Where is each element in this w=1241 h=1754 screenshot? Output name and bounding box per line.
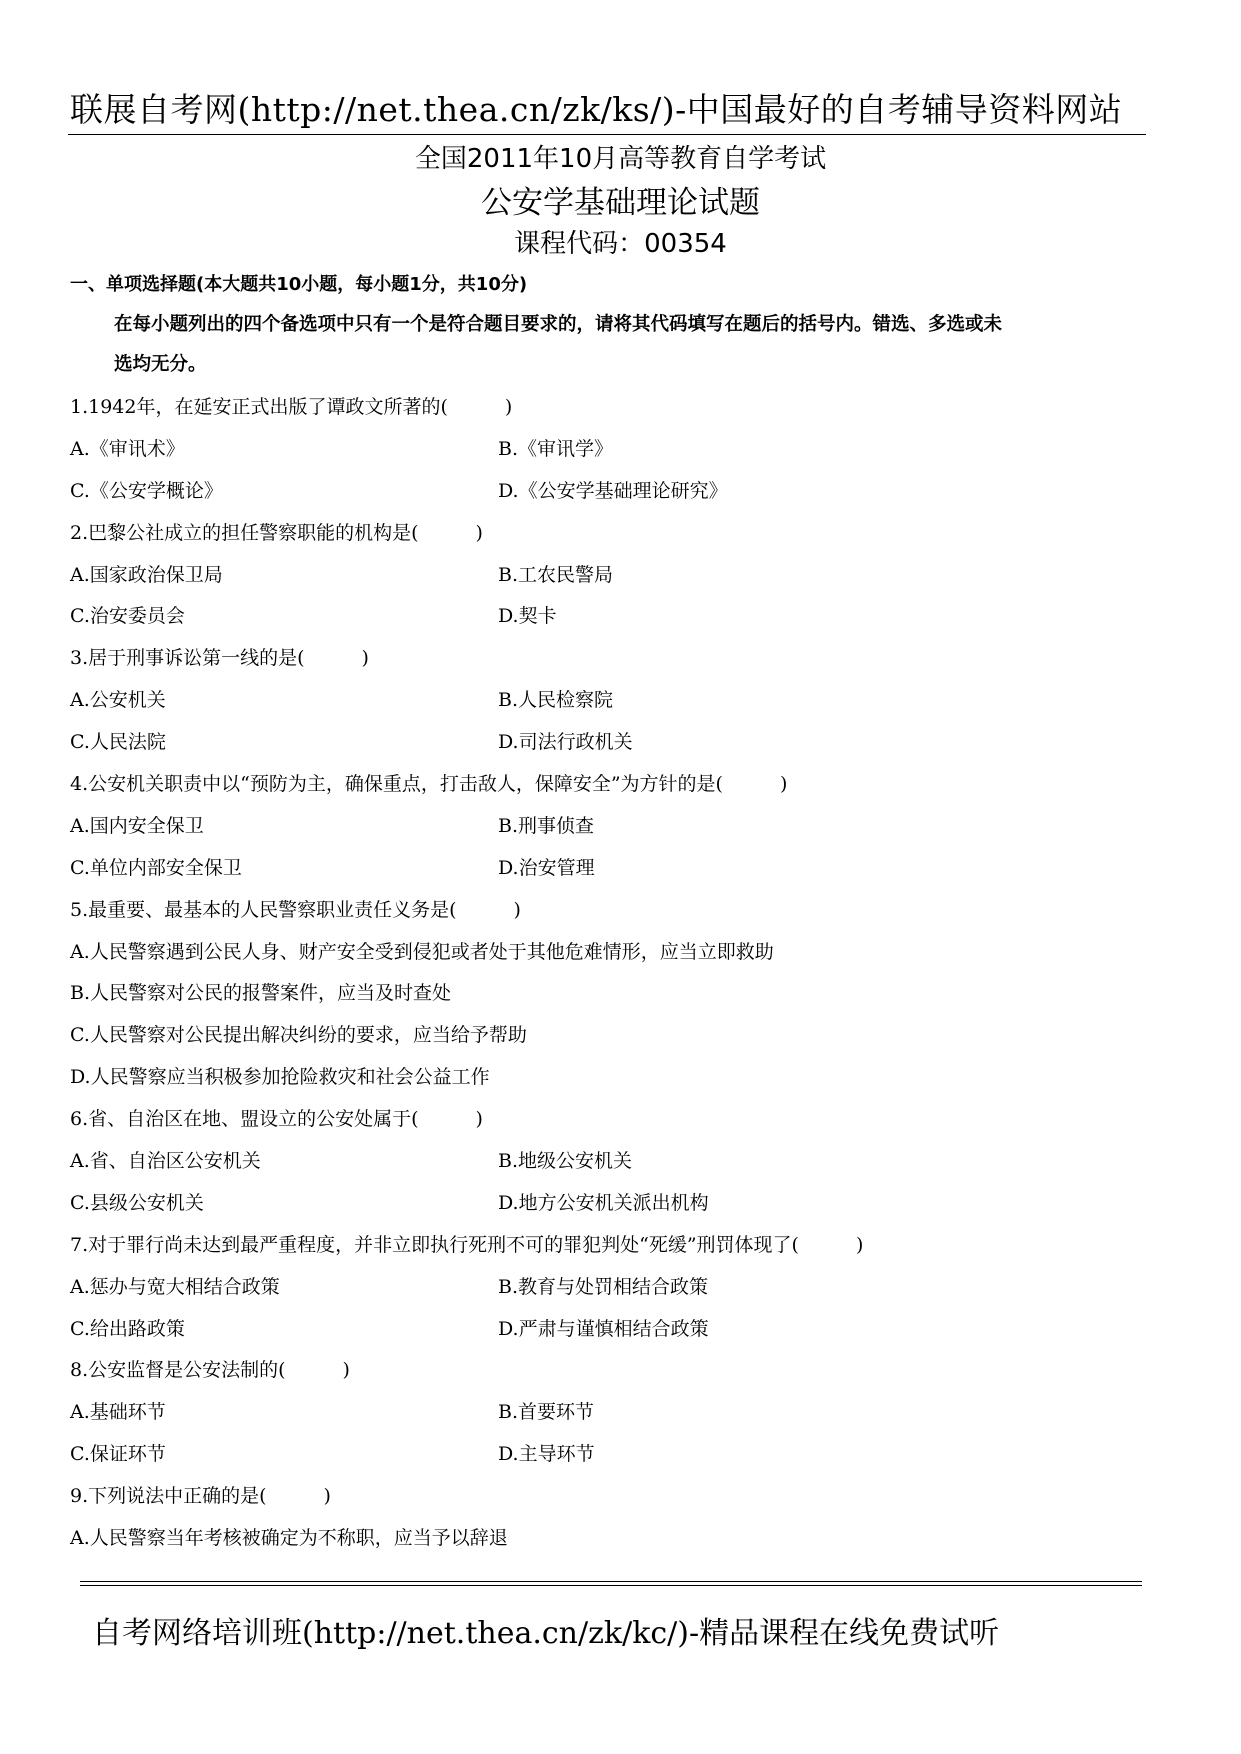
option-row [70, 1148, 1170, 1190]
answer-option: C.单位内部安全保卫 [70, 856, 242, 879]
question-stem: 6.省、自治区在地、盟设立的公安处属于( ) [70, 1108, 483, 1131]
answer-option: C.县级公安机关 [70, 1191, 204, 1214]
answer-option: A.基础环节 [70, 1401, 166, 1424]
instruction-line-1: 在每小题列出的四个备选项中只有一个是符合题目要求的，请将其代码填写在题后的括号内。错选、多选或未 [114, 314, 1003, 335]
option-row [70, 1316, 1170, 1358]
header-divider [68, 134, 1146, 135]
answer-option: C.治安委员会 [70, 605, 185, 628]
question-stem: 3.居于刑事诉讼第一线的是( ) [70, 647, 369, 670]
answer-option: A.惩办与宽大相结合政策 [70, 1275, 280, 1298]
option-row [70, 729, 1170, 771]
answer-option: A.人民警察当年考核被确定为不称职，应当予以辞退 [70, 1527, 508, 1550]
exam-session: 全国2011年10月高等教育自学考试 [414, 144, 827, 174]
section-heading: 一、单项选择题(本大题共10小题，每小题1分，共10分) [70, 274, 528, 295]
question-stem: 4.公安机关职责中以“预防为主，确保重点，打击敌人，保障安全”为方针的是( ) [70, 773, 788, 796]
option-row [70, 1274, 1170, 1316]
option-row [70, 813, 1170, 855]
option-row [70, 1190, 1170, 1232]
answer-option: B.工农民警局 [498, 563, 614, 586]
course-code: 课程代码：00354 [514, 229, 727, 259]
option-row [70, 562, 1170, 604]
answer-option: A.人民警察遇到公民人身、财产安全受到侵犯或者处于其他危难情形，应当立即救助 [70, 940, 774, 963]
question-stem: 5.最重要、最基本的人民警察职业责任义务是( ) [70, 898, 521, 921]
instruction-line-2: 选均无分。 [114, 354, 207, 375]
answer-option: C.保证环节 [70, 1443, 166, 1466]
footer-course-link[interactable]: 自考网络培训班(http://net.thea.cn/zk/kc/)-精品课程在线免费试听 [92, 1616, 1000, 1651]
answer-option: B.《审讯学》 [498, 437, 614, 460]
answer-option: C.人民警察对公民提出解决纠纷的要求，应当给予帮助 [70, 1024, 527, 1047]
answer-option: D.人民警察应当积极参加抢险救灾和社会公益工作 [70, 1066, 490, 1089]
footer-divider-top [80, 1581, 1142, 1582]
exam-title: 公安学基础理论试题 [481, 185, 760, 221]
answer-option: B.首要环节 [498, 1401, 595, 1424]
answer-option: B.刑事侦查 [498, 814, 595, 837]
option-row [70, 1441, 1170, 1483]
answer-option: A.国内安全保卫 [70, 814, 204, 837]
answer-option: B.教育与处罚相结合政策 [498, 1275, 709, 1298]
answer-option: C.《公安学概论》 [70, 479, 223, 502]
answer-option: D.治安管理 [498, 856, 595, 879]
answer-option: D.严肃与谨慎相结合政策 [498, 1317, 709, 1340]
answer-option: C.人民法院 [70, 731, 166, 754]
answer-option: D.契卡 [498, 605, 557, 628]
option-row [70, 478, 1170, 520]
question-stem: 1.1942年，在延安正式出版了谭政文所著的( ) [70, 396, 513, 418]
question-stem: 8.公安监督是公安法制的( ) [70, 1359, 350, 1382]
question-stem: 7.对于罪行尚未达到最严重程度，并非立即执行死刑不可的罪犯判处“死缓”刑罚体现了( ) [70, 1233, 864, 1256]
answer-option: A.《审讯术》 [70, 437, 185, 460]
footer-divider-bottom [80, 1585, 1142, 1586]
answer-option: A.省、自治区公安机关 [70, 1150, 261, 1173]
option-row [70, 436, 1170, 478]
answer-option: B.人民警察对公民的报警案件，应当及时查处 [70, 982, 452, 1005]
option-row [70, 603, 1170, 645]
answer-option: B.人民检察院 [498, 689, 614, 712]
answer-option: D.司法行政机关 [498, 731, 633, 754]
answer-option: B.地级公安机关 [498, 1150, 633, 1173]
option-row [70, 855, 1170, 897]
answer-option: D.地方公安机关派出机构 [498, 1191, 709, 1214]
question-list [70, 394, 1170, 1567]
answer-option: C.给出路政策 [70, 1317, 185, 1340]
answer-option: A.国家政治保卫局 [70, 563, 223, 586]
question-stem: 9.下列说法中正确的是( ) [70, 1485, 331, 1508]
option-row [70, 687, 1170, 729]
header-site-link[interactable]: 联展自考网(http://net.thea.cn/zk/ks/)-中国最好的自考辅导资料网站 [70, 90, 1123, 129]
answer-option: D.主导环节 [498, 1443, 595, 1466]
answer-option: A.公安机关 [70, 689, 166, 712]
answer-option: D.《公安学基础理论研究》 [498, 479, 728, 502]
question-stem: 2.巴黎公社成立的担任警察职能的机构是( ) [70, 521, 483, 544]
option-row [70, 1399, 1170, 1441]
